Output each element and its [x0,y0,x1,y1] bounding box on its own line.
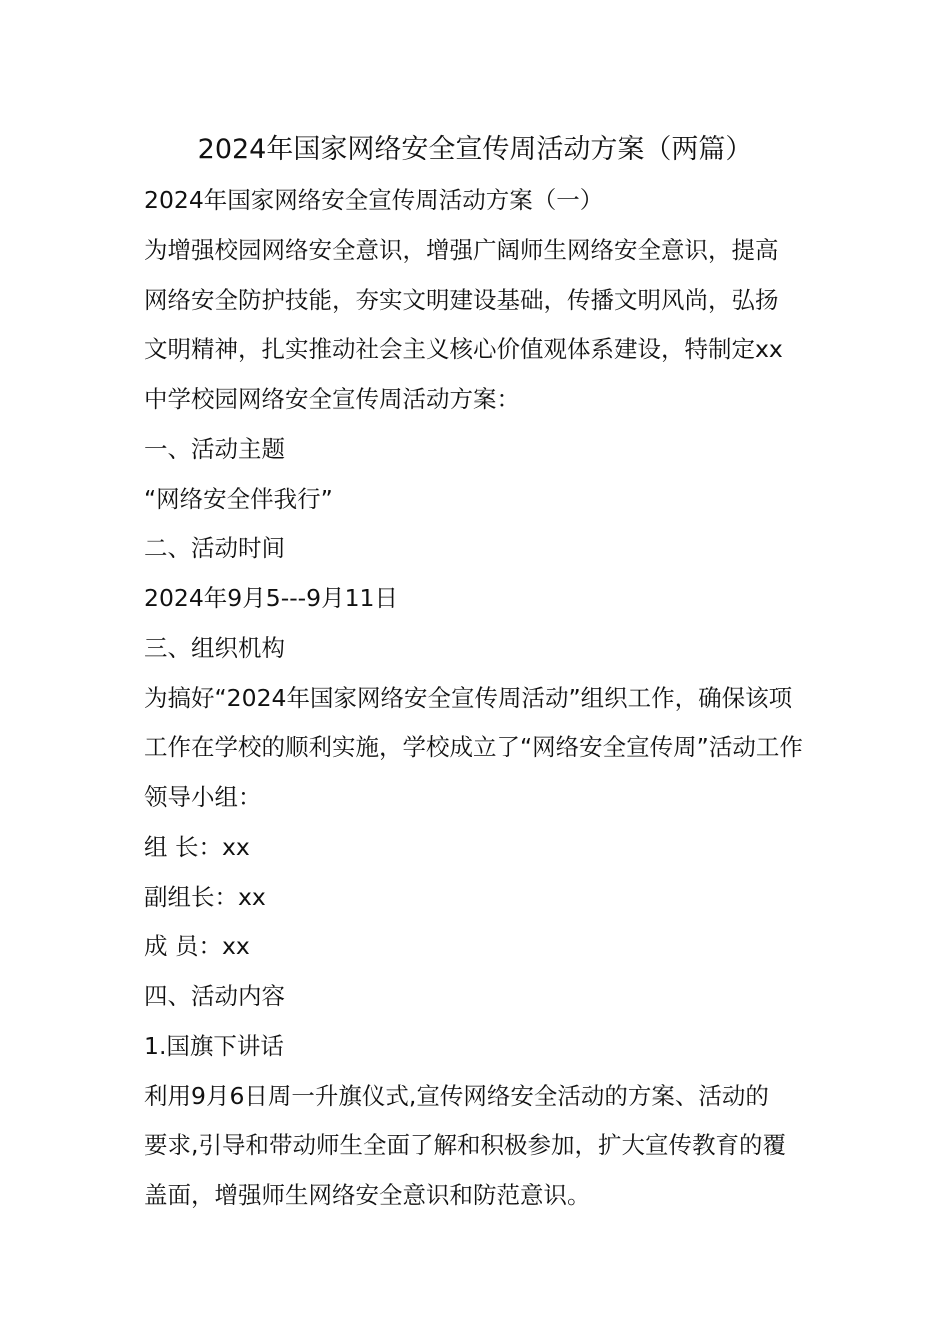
paragraph-line: 要求,引导和带动师生全面了解和积极参加，扩大宣传教育的覆 [144,1131,786,1160]
section-heading-content: 四、活动内容 [144,982,285,1010]
paragraph-line: 中学校园网络安全宣传周活动方案： [144,385,520,413]
document-title: 2024年国家网络安全宣传周活动方案（两篇） [197,134,753,165]
section-heading-time: 二、活动时间 [144,534,285,563]
paragraph-line: 盖面，增强师生网络安全意识和防范意识。 [144,1181,591,1209]
time-text: 2024年9月5---9月11日 [144,584,399,612]
member-line: 成 员：xx [144,932,250,961]
paragraph-line: 为增强校园网络安全意识，增强广阔师生网络安全意识，提高 [144,235,779,264]
document-body [144,176,814,1221]
paragraph-line: 网络安全防护技能，夯实文明建设基础，传播文明风尚，弘扬 [144,285,779,314]
paragraph-line: 工作在学校的顺利实施，学校成立了“网络安全宣传周”活动工作 [144,733,803,762]
paragraph-line: 利用9月6日周一升旗仪式,宣传网络安全活动的方案、活动的 [144,1081,769,1110]
subsection-heading: 1.国旗下讲话 [144,1031,284,1060]
subtitle-line: 2024年国家网络安全宣传周活动方案（一） [144,186,604,214]
theme-text: “网络安全伴我行” [144,484,333,513]
paragraph-line: 为搞好“2024年国家网络安全宣传周活动”组织工作，确保该项 [144,683,793,712]
section-heading-organization: 三、组织机构 [144,633,285,662]
section-heading-theme: 一、活动主题 [144,434,285,463]
paragraph-line: 文明精神，扎实推动社会主义核心价值观体系建设，特制定xx [144,335,783,364]
deputy-leader-line: 副组长：xx [144,882,266,911]
leader-line: 组 长：xx [144,832,250,861]
paragraph-line: 领导小组： [144,783,262,811]
